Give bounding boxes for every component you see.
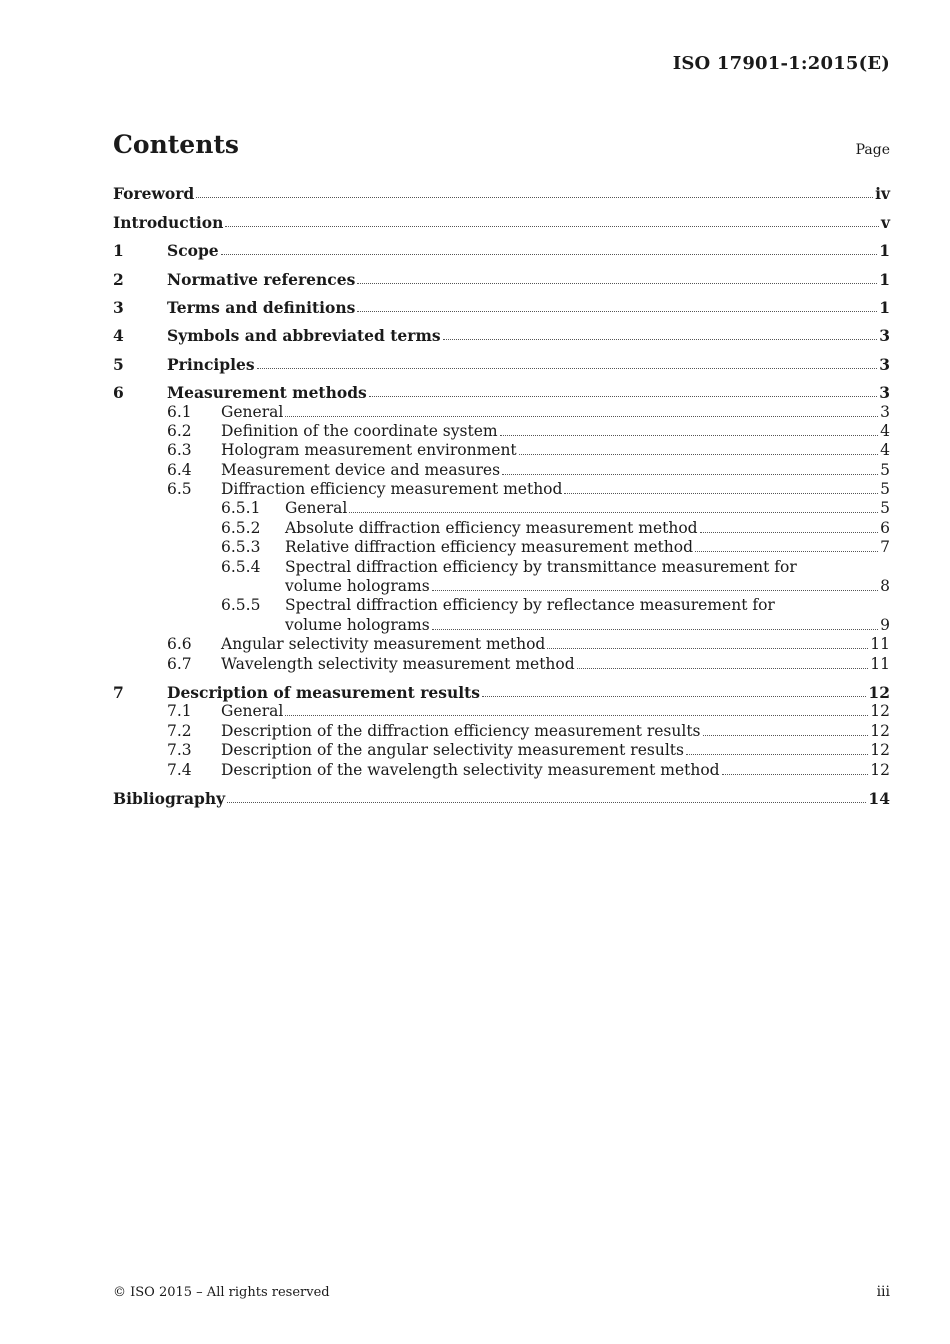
dot-leader: [577, 668, 869, 669]
toc-title: Terms and definitions: [167, 297, 356, 317]
toc-entry-6-3[interactable]: [113, 441, 890, 460]
toc-number: 6.2: [167, 421, 192, 440]
toc-entry-6-5-1[interactable]: [113, 499, 890, 518]
toc-title: Scope: [167, 241, 219, 261]
toc-page: 12: [870, 702, 890, 721]
dot-leader: [257, 368, 878, 369]
toc-title: Description of the wavelength selectivity measurement method: [221, 760, 720, 779]
dot-leader: [221, 254, 878, 255]
toc-entry-introduction[interactable]: [113, 212, 890, 231]
toc-entry-6-7[interactable]: [113, 654, 890, 673]
toc-number: 6.5.5: [221, 596, 261, 615]
toc-entry-normative-references[interactable]: [113, 269, 890, 288]
dot-leader: [285, 416, 878, 417]
toc-page: 5: [880, 499, 890, 518]
toc-title-continuation: volume holograms: [285, 615, 430, 634]
dot-leader: [357, 283, 877, 284]
toc-entry-7-3[interactable]: [113, 741, 890, 760]
toc-page: 7: [880, 538, 890, 557]
toc-entry-7-2[interactable]: [113, 721, 890, 740]
toc-title: Normative references: [167, 269, 356, 289]
dot-leader: [369, 396, 877, 397]
contents-title: Contents: [113, 130, 240, 159]
toc-entry-principles[interactable]: [113, 354, 890, 373]
toc-title: Hologram measurement environment: [221, 441, 517, 460]
toc-number: 6.1: [167, 402, 192, 421]
toc-number: 4: [113, 326, 124, 346]
toc-page: 6: [880, 518, 890, 537]
toc-entry-measurement-results[interactable]: [113, 683, 890, 702]
toc-entry-6-5-2[interactable]: [113, 518, 890, 537]
toc-title: Bibliography: [113, 788, 226, 808]
toc-entry-6-5-3[interactable]: [113, 538, 890, 557]
toc-title: General: [221, 402, 284, 421]
toc-entry-6-6[interactable]: [113, 635, 890, 654]
dot-leader: [432, 590, 878, 591]
toc-page: 5: [880, 480, 890, 499]
toc-entry-scope[interactable]: [113, 241, 890, 260]
toc-number: 7.4: [167, 760, 192, 779]
toc-title: Wavelength selectivity measurement method: [221, 654, 575, 673]
dot-leader: [196, 197, 873, 198]
toc-number: 6.6: [167, 635, 192, 654]
toc-number: 6.3: [167, 441, 192, 460]
toc-entry-6-1[interactable]: [113, 402, 890, 421]
toc-page: 1: [879, 297, 890, 317]
toc-entry-bibliography[interactable]: [113, 789, 890, 808]
dot-leader: [225, 226, 879, 227]
dot-leader: [564, 493, 878, 494]
toc-number: 6.5.4: [221, 557, 261, 576]
toc-page: 1: [879, 269, 890, 289]
toc-page: 12: [870, 760, 890, 779]
toc-entry-6-5-5[interactable]: [113, 596, 890, 635]
toc-entry-7-4[interactable]: [113, 760, 890, 779]
toc-title: Foreword: [113, 184, 195, 204]
toc-title: Description of the angular selectivity measurement results: [221, 741, 684, 760]
page-column-label: Page: [855, 142, 890, 158]
toc-number: 5: [113, 354, 124, 374]
toc-number: 6.5.1: [221, 499, 261, 518]
toc-title: Relative diffraction efficiency measurement method: [285, 538, 694, 557]
toc-number: 3: [113, 297, 124, 317]
toc-number: 6.4: [167, 460, 192, 479]
toc-number: 1: [113, 241, 124, 261]
toc-title: Spectral diffraction efficiency by reflectance measurement for: [285, 596, 775, 615]
toc-page: 12: [868, 682, 890, 702]
dot-leader: [500, 435, 879, 436]
toc-page: 1: [879, 241, 890, 261]
toc-number: 7.3: [167, 741, 192, 760]
toc-page: 9: [880, 615, 890, 634]
toc-title: Definition of the coordinate system: [221, 421, 498, 440]
toc-title: Measurement methods: [167, 383, 367, 403]
toc-number: 2: [113, 269, 124, 289]
toc-title: Description of the diffraction efficiency measurement results: [221, 721, 701, 740]
toc-entry-symbols[interactable]: [113, 326, 890, 345]
toc-number: 6.7: [167, 654, 192, 673]
page-number: iii: [876, 1284, 890, 1300]
toc-page: 5: [880, 460, 890, 479]
toc-page: v: [880, 212, 890, 232]
dot-leader: [357, 311, 877, 312]
dot-leader: [443, 339, 878, 340]
toc-number: 6.5.3: [221, 538, 261, 557]
toc-entry-foreword[interactable]: [113, 184, 890, 203]
dot-leader: [700, 532, 879, 533]
dot-leader: [695, 551, 878, 552]
toc-title: Introduction: [113, 212, 224, 232]
toc-entry-measurement-methods[interactable]: [113, 383, 890, 402]
table-of-contents: [113, 184, 890, 808]
toc-entry-6-5-4[interactable]: [113, 557, 890, 596]
toc-title: Measurement device and measures: [221, 460, 501, 479]
dot-leader: [502, 474, 878, 475]
toc-page: 11: [870, 654, 890, 673]
dot-leader: [432, 629, 878, 630]
toc-entry-6-2[interactable]: [113, 422, 890, 441]
toc-entry-7-1[interactable]: [113, 702, 890, 721]
toc-page: 4: [880, 421, 890, 440]
dot-leader: [519, 454, 878, 455]
toc-title: Symbols and abbreviated terms: [167, 326, 441, 346]
copyright-notice: © ISO 2015 – All rights reserved: [113, 1285, 330, 1300]
toc-page: 12: [870, 741, 890, 760]
toc-page: 8: [880, 577, 890, 596]
toc-title: General: [221, 702, 284, 721]
dot-leader: [349, 512, 878, 513]
toc-page: 3: [879, 383, 890, 403]
toc-title: Absolute diffraction efficiency measurement method: [285, 518, 698, 537]
toc-number: 6: [113, 383, 124, 403]
toc-title: Principles: [167, 354, 255, 374]
toc-page: 4: [880, 441, 890, 460]
dot-leader: [703, 735, 869, 736]
dot-leader: [722, 774, 869, 775]
toc-page: 11: [870, 635, 890, 654]
toc-number: 6.5.2: [221, 518, 261, 537]
document-id: ISO 17901-1:2015(E): [672, 53, 890, 74]
toc-title-continuation: volume holograms: [285, 577, 430, 596]
toc-page: 3: [879, 326, 890, 346]
toc-number: 6.5: [167, 480, 192, 499]
toc-page: 12: [870, 721, 890, 740]
toc-page: iv: [875, 184, 890, 204]
toc-title: General: [285, 499, 348, 518]
toc-entry-6-4[interactable]: [113, 460, 890, 479]
toc-number: 7.1: [167, 702, 192, 721]
toc-title: Diffraction efficiency measurement method: [221, 480, 563, 499]
toc-page: 3: [879, 354, 890, 374]
toc-number: 7.2: [167, 721, 192, 740]
dot-leader: [285, 715, 868, 716]
toc-page: 3: [880, 402, 890, 421]
dot-leader: [227, 802, 866, 803]
toc-entry-6-5[interactable]: [113, 480, 890, 499]
toc-title: Angular selectivity measurement method: [221, 635, 546, 654]
toc-title: Spectral diffraction efficiency by transmittance measurement for: [285, 557, 797, 576]
dot-leader: [547, 648, 868, 649]
toc-number: 7: [113, 682, 124, 702]
toc-title: Description of measurement results: [167, 682, 481, 702]
dot-leader: [482, 696, 866, 697]
dot-leader: [686, 754, 868, 755]
toc-page: 14: [868, 788, 890, 808]
toc-entry-terms-definitions[interactable]: [113, 298, 890, 317]
